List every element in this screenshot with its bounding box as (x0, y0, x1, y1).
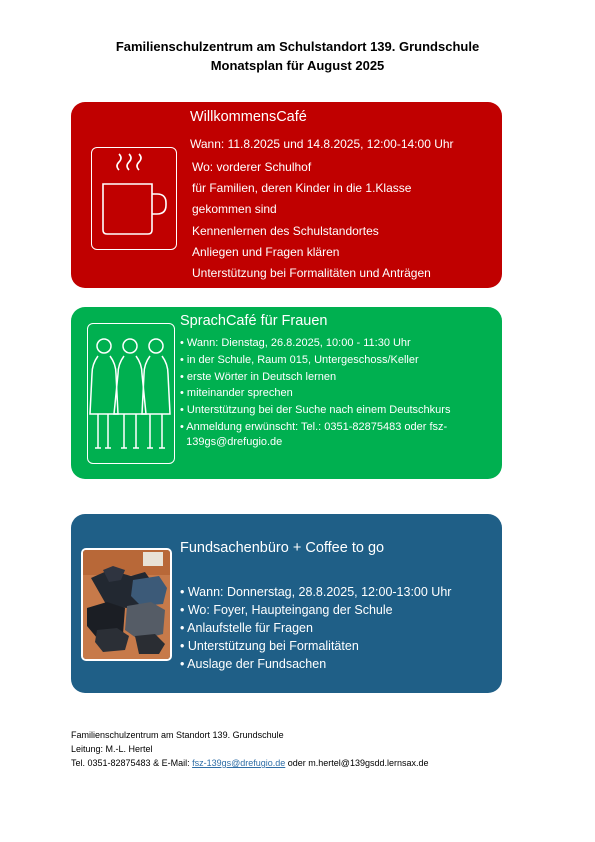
footer-line-1: Familienschulzentrum am Standort 139. Grundschule (71, 730, 284, 740)
card-bullet: 139gs@drefugio.de (180, 436, 283, 448)
card-bullet: • Anlaufstelle für Fragen (180, 621, 313, 635)
footer-line-2: Leitung: M.-L. Hertel (71, 744, 153, 754)
card-when: Wann: 11.8.2025 und 14.8.2025, 12:00-14:00 Uhr (190, 137, 454, 151)
card-bullet: • miteinander sprechen (180, 387, 293, 399)
footer-contact-prefix: Tel. 0351-82875483 & E-Mail: (71, 758, 193, 768)
card-bullet: • Wann: Donnerstag, 28.8.2025, 12:00-13:00 Uhr (180, 585, 452, 599)
lost-clothes-photo (81, 548, 172, 661)
card-title: WillkommensCafé (190, 109, 307, 125)
card-fundsachenbuero (71, 514, 502, 693)
card-line: gekommen sind (192, 202, 277, 216)
header-line-1: Familienschulzentrum am Schulstandort 139. Grundschule (115, 39, 480, 54)
page-header (0, 37, 595, 75)
card-bullet: • Wann: Dienstag, 26.8.2025, 10:00 - 11:30 Uhr (180, 337, 411, 349)
footer-contact-suffix: oder m.hertel@139gsdd.lernsax.de (285, 758, 429, 768)
card-line: für Familien, deren Kinder in die 1.Klasse (192, 181, 412, 195)
card-bullet: • erste Wörter in Deutsch lernen (180, 371, 337, 383)
card-bullet: • Wo: Foyer, Haupteingang der Schule (180, 603, 393, 617)
card-bullet: • Unterstützung bei der Suche nach einem Deutschkurs (180, 404, 451, 416)
card-line: Kennenlernen des Schulstandortes (192, 224, 379, 238)
card-sprachcafe (71, 307, 502, 479)
card-title: Fundsachenbüro + Coffee to go (180, 540, 385, 556)
footer-line-3 (71, 756, 429, 770)
card-line: Wo: vorderer Schulhof (192, 160, 312, 174)
card-willkommenscafe (71, 102, 502, 288)
card-line: Unterstützung bei Formalitäten und Anträgen (192, 266, 431, 280)
card-bullet: • Auslage der Fundsachen (180, 657, 327, 671)
footer (71, 728, 429, 770)
email-link[interactable]: fsz-139gs@drefugio.de (192, 758, 286, 768)
card-bullet: • in der Schule, Raum 015, Untergeschoss/Keller (180, 354, 419, 366)
card-title: SprachCafé für Frauen (180, 313, 328, 329)
header-line-2: Monatsplan für August 2025 (210, 58, 385, 73)
card-bullet: • Unterstützung bei Formalitäten (180, 639, 359, 653)
coffee-cup-icon (91, 147, 177, 250)
card-bullet: • Anmeldung erwünscht: Tel.: 0351-82875483 oder fsz- (180, 421, 448, 433)
women-group-icon (87, 323, 175, 464)
card-line: Anliegen und Fragen klären (192, 245, 340, 259)
